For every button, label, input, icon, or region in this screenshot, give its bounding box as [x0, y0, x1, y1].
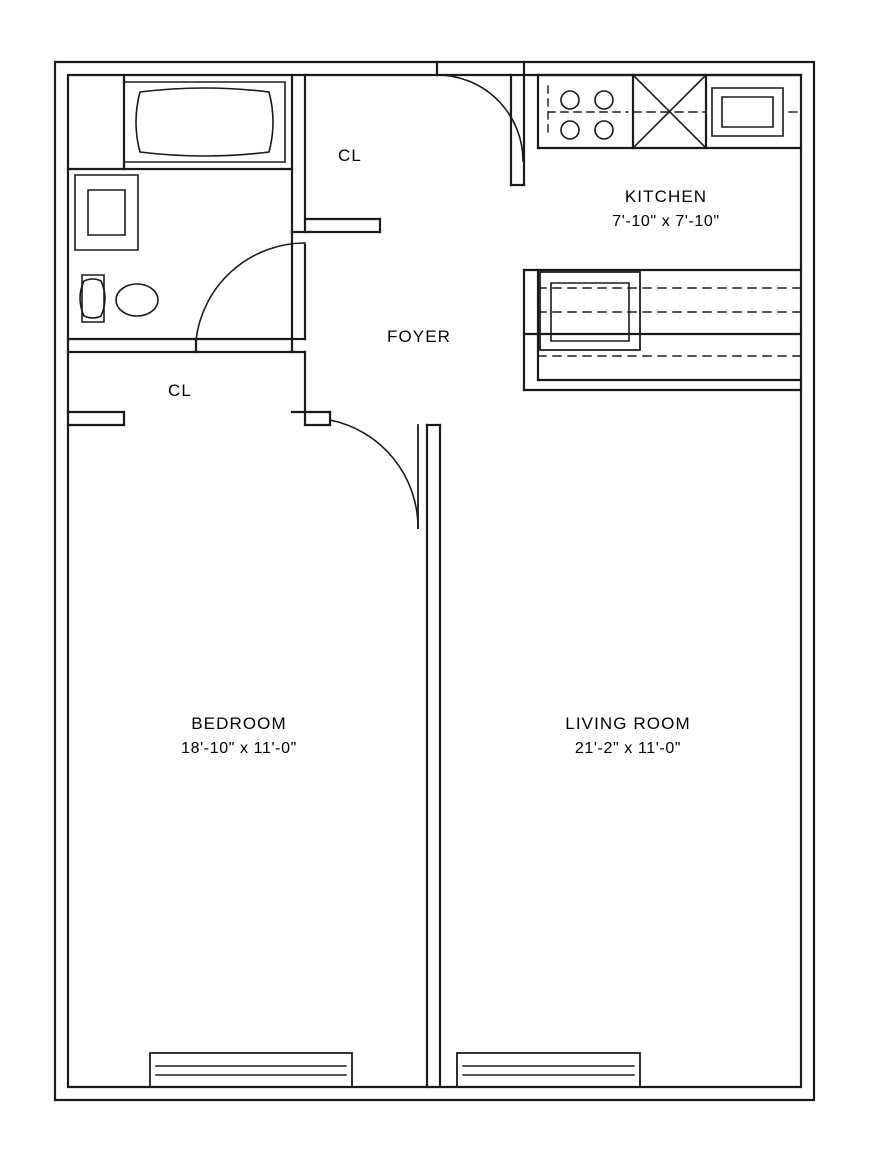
closet-label-foyer: CL — [338, 146, 362, 165]
exterior-wall-outer — [55, 62, 814, 1100]
room-dims: 7'-10" x 7'-10" — [612, 213, 720, 231]
room-name: KITCHEN — [624, 187, 708, 206]
bathtub-basin — [136, 88, 273, 156]
bathtub-outline — [124, 82, 285, 162]
closet-label-bedroom: CL — [168, 381, 192, 400]
bathroom-door-swing — [196, 243, 305, 340]
burner-2 — [595, 91, 613, 109]
room-name: FOYER — [386, 327, 452, 346]
exterior-wall-inner — [68, 75, 801, 1087]
bath-fixture-oval — [116, 284, 158, 316]
room-dims: 21'-2" x 11'-0" — [574, 740, 682, 758]
room-name: BEDROOM — [191, 714, 287, 733]
burner-1 — [561, 91, 579, 109]
vanity-outline — [75, 175, 138, 250]
room-name: LIVING ROOM — [565, 714, 691, 733]
bedroom-door-swing — [330, 420, 418, 528]
refrigerator-inner — [722, 97, 773, 127]
bedroom-window-frame — [150, 1053, 352, 1087]
burner-3 — [561, 121, 579, 139]
burner-4 — [595, 121, 613, 139]
sink-basin — [88, 190, 125, 235]
toilet-bowl — [80, 279, 105, 318]
living-window-frame — [457, 1053, 640, 1087]
room-dims: 18'-10" x 11'-0" — [181, 740, 297, 758]
